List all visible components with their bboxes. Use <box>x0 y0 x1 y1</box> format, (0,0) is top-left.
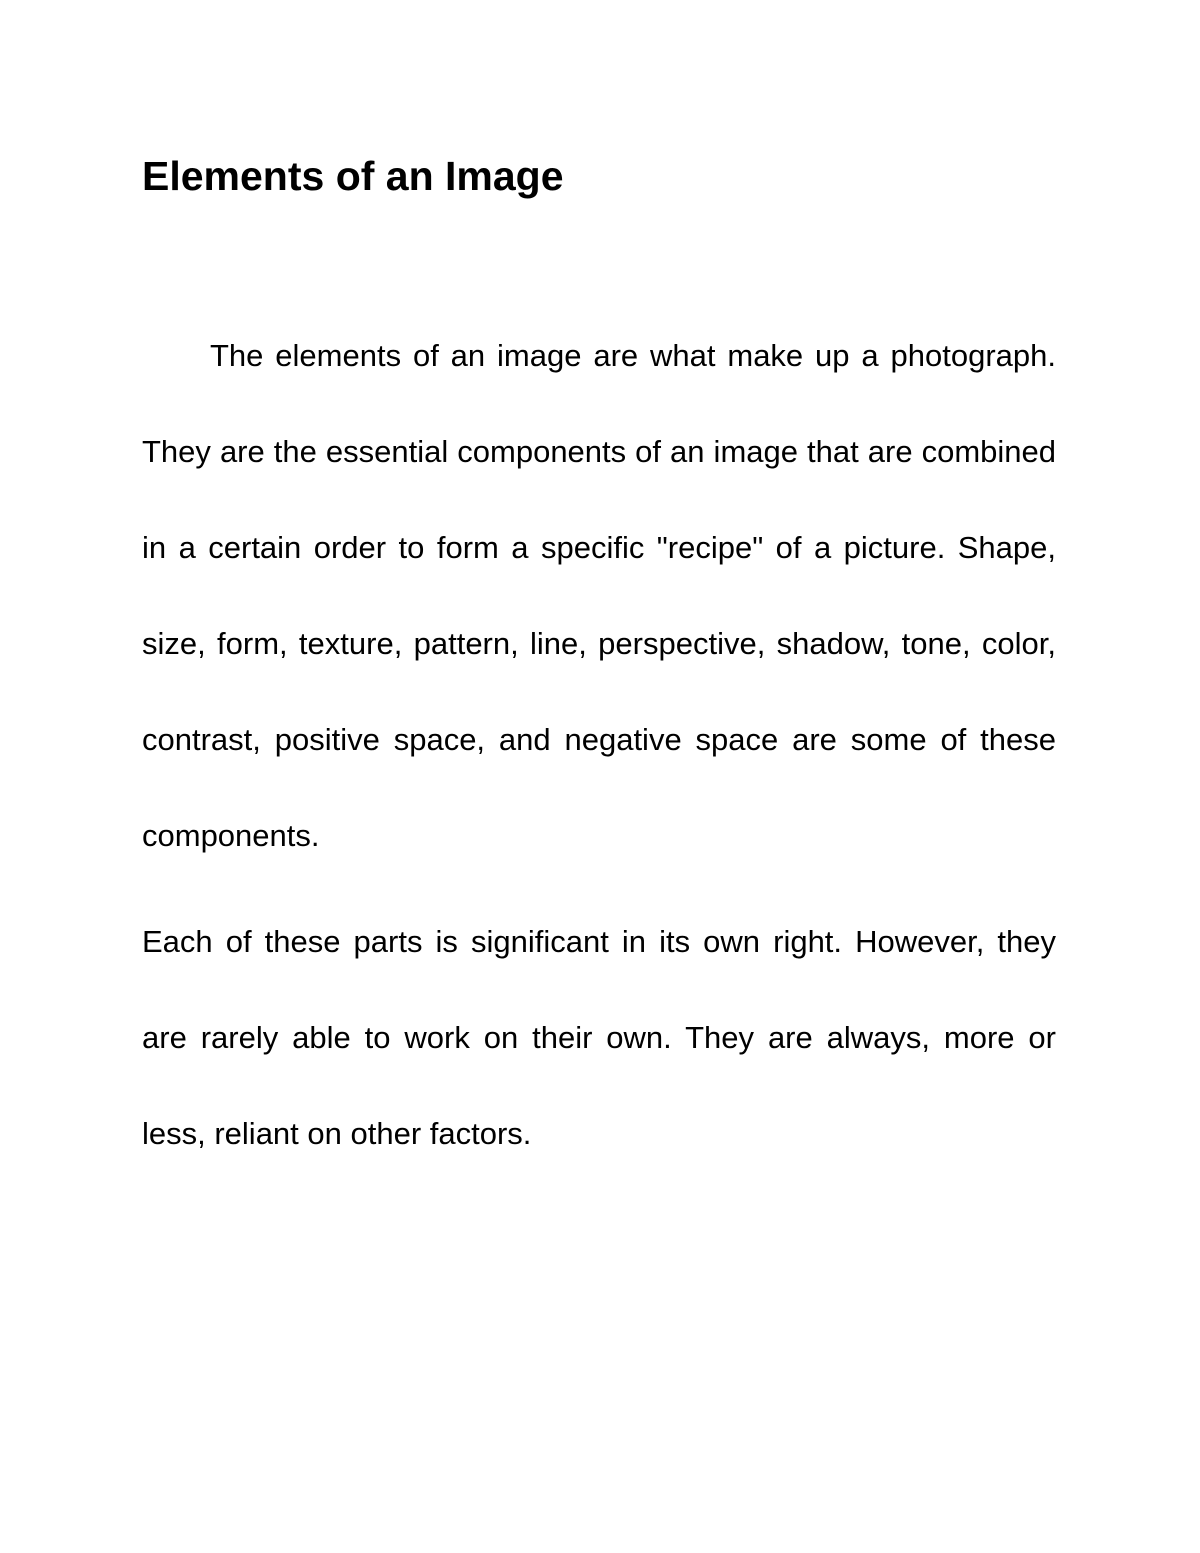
document-body <box>142 146 1056 1182</box>
paragraph-2: Each of these parts is significant in its own right. However, they are rarely able to work on their own. They are always, more or less, reliant on other factors. <box>142 924 1056 1151</box>
paragraph-1: The elements of an image are what make up a photograph. They are the essential components of an image that are combined in a certain order to form a specific "recipe" of a picture. Shape, size, form, texture, pattern, line, perspective, shadow, tone, color, contrast, positive space, and negative space are some of these components. <box>142 338 1056 853</box>
document-title: Elements of an Image <box>142 153 564 199</box>
